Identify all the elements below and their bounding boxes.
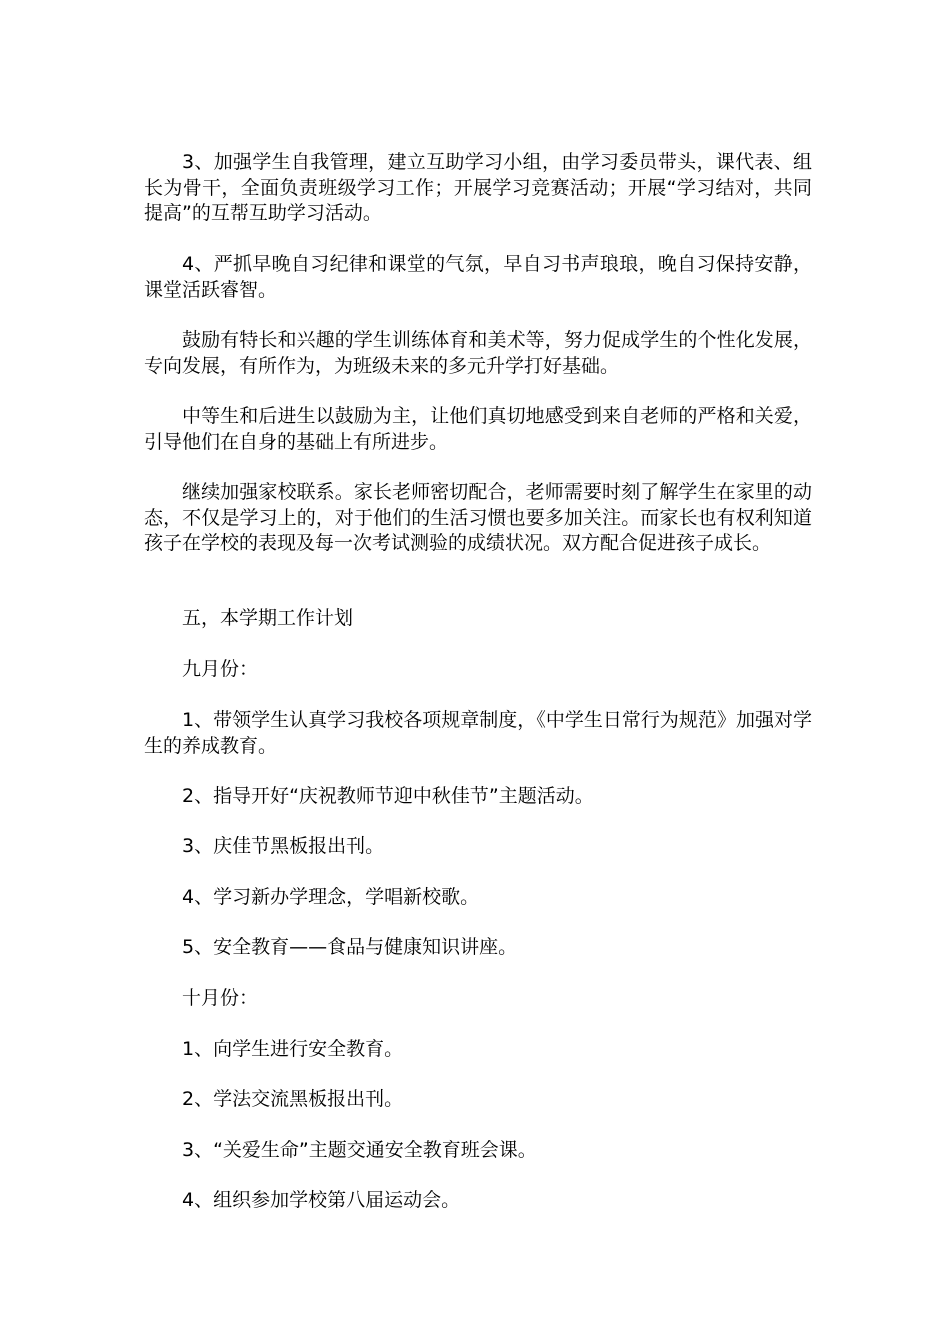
list-item: 3、“关爱生命”主题交通安全教育班会课。 (182, 1139, 537, 1161)
month-heading-september: 九月份： (182, 658, 259, 680)
section-heading-work-plan: 五，本学期工作计划 (182, 607, 354, 629)
paragraph-encourage-students: 中等生和后进生以鼓励为主，让他们真切地感受到来自老师的严格和关爱，引导他们在自身的基础上有所进步。 (144, 405, 812, 453)
list-item: 2、指导开好“庆祝教师节迎中秋佳节”主题活动。 (182, 785, 594, 807)
list-item: 1、带领学生认真学习我校各项规章制度，《中学生日常行为规范》加强对学生的养成教育。 (144, 709, 812, 757)
paragraph-sports-arts: 鼓励有特长和兴趣的学生训练体育和美术等，努力促成学生的个性化发展，专向发展，有所作为，为班级未来的多元升学打好基础。 (144, 329, 812, 377)
list-item: 4、学习新办学理念，学唱新校歌。 (182, 886, 480, 908)
paragraph-study-groups: 3、加强学生自我管理，建立互助学习小组，由学习委员带头，课代表、组长为骨干，全面负责班级学习工作；开展学习竞赛活动；开展“学习结对，共同提高”的互帮互助学习活动。 (144, 151, 812, 224)
month-heading-october: 十月份： (182, 987, 259, 1009)
list-item: 4、组织参加学校第八届运动会。 (182, 1189, 461, 1211)
list-item: 5、安全教育——食品与健康知识讲座。 (182, 936, 518, 958)
list-item: 2、学法交流黑板报出刊。 (182, 1088, 404, 1110)
paragraph-self-study-discipline: 4、严抓早晚自习纪律和课堂的气氛，早自习书声琅琅，晚自习保持安静，课堂活跃睿智。 (144, 253, 812, 301)
list-item: 1、向学生进行安全教育。 (182, 1038, 404, 1060)
paragraph-home-school-contact: 继续加强家校联系。家长老师密切配合，老师需要时刻了解学生在家里的动态，不仅是学习上的，对于他们的生活习惯也要多加关注。而家长也有权利知道孩子在学校的表现及每一次考试测验的成绩状况。双方配合促进孩子成长。 (144, 481, 812, 554)
list-item: 3、庆佳节黑板报出刊。 (182, 835, 385, 857)
